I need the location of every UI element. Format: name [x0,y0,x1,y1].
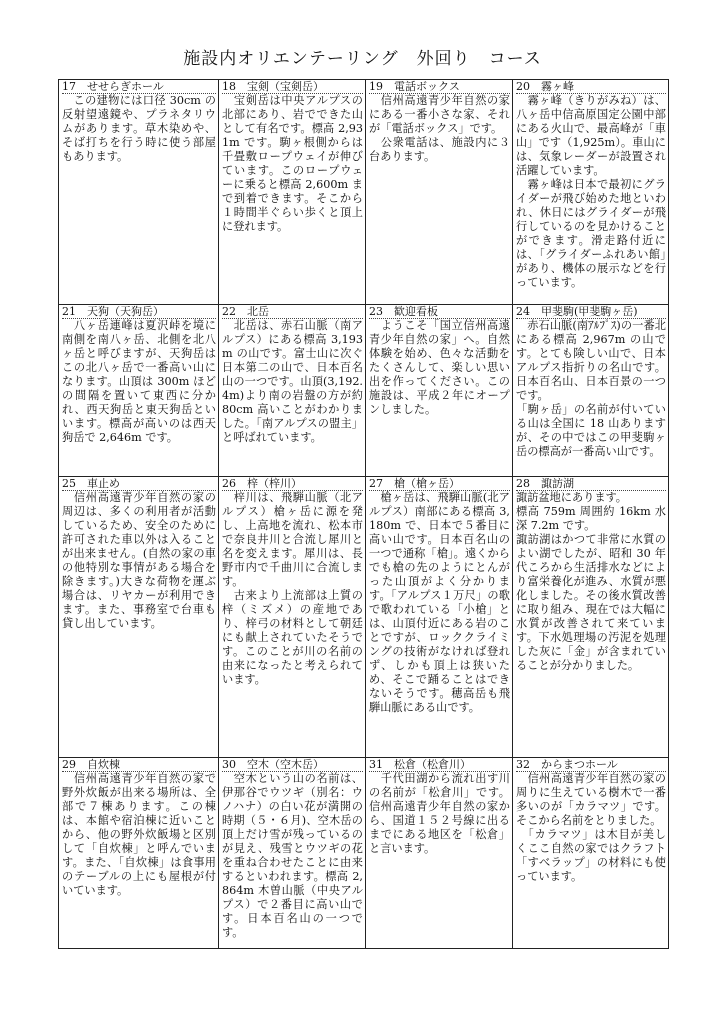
checkpoint-cell-27 [366,477,513,758]
checkpoint-title: 29 自炊棟 [62,758,216,772]
checkpoint-cell-30 [219,758,366,949]
checkpoint-text: 信州高遠青少年自然の家で野外炊飯が出来る場所は、全部で７棟あります。この棟は、本館や宿泊棟に近いことから、他の野外炊飯場と区別して「自炊棟」と呼んでいます。また、「自炊棟」は食事用のテーブルの上にも屋根が付いています。 [62,772,216,897]
checkpoint-cell-31 [366,758,513,949]
table-row [59,305,669,477]
checkpoint-cell-28 [513,477,669,758]
checkpoint-cell-20 [513,80,669,305]
checkpoint-text: 八ヶ岳連峰は夏沢峠を境に南側を南八ヶ岳、北側を北八ヶ岳と呼びますが、天狗岳はこの北八ヶ岳で一番高い山になります。山頂は 300m ほどの間隔を置いて東西に分かれ、西天狗岳と東天狗岳といいます。標高が高いのは西天狗岳で 2,646m です。 [62,319,216,444]
table-row [59,758,669,949]
checkpoint-title: 25 車止め [62,477,216,491]
checkpoint-text: 霧ヶ峰（きりがみね）は、八ヶ岳中信高原国定公園中部にある火山で、最高峰が「車山」です（1,925m）。車山には、気象レーダーが設置され活躍しています。 霧ヶ峰は日本で最初にグライダーが飛び始めた地といわれ、休日にはグライダーが飛行しているのを見かけることができます。滑走路付近には、「グライダーふれあい館」があり、機体の展示などを行っています。 [516,94,666,289]
checkpoint-title: 22 北岳 [222,305,363,319]
checkpoint-text: 赤石山脈(南ｱﾙﾌﾟｽ)の一番北にある標高 2,967m の山です。とても険しい山で、日本アルプス指折りの名山です。日本百名山、日本百景の一つです。 「駒ヶ岳」の名前が付いている山は全国に 18 山ありますが、その中ではこの甲斐駒ヶ岳の標高が一番高い山です。 [516,319,666,458]
checkpoint-title: 31 松倉（松倉川） [369,758,510,772]
checkpoint-cell-18 [219,80,366,305]
checkpoint-text: ようこそ「国立信州高遠青少年自然の家」へ。自然体験を始め、色々な活動をたくさんして、楽しい思い出を作ってください。この施設は、平成２年にオープンしました。 [369,319,510,416]
checkpoint-text: 信州高遠青少年自然の家の周辺は、多くの利用者が活動しているため、安全のために許可された車以外は入ることが出来ません。(自然の家の車の他特別な事情がある場合を除きます。)大きな荷物を運ぶ場合は、リヤカーが利用できます。また、事務室で台車も貸し出しています。 [62,491,216,630]
checkpoint-cell-23 [366,305,513,477]
checkpoint-cell-22 [219,305,366,477]
page-title: 施設内オリエンテーリング 外回り コース [183,49,542,69]
checkpoint-title: 21 天狗（天狗岳） [62,305,216,319]
checkpoint-cell-19 [366,80,513,305]
checkpoint-title: 26 梓（梓川） [222,477,363,491]
checkpoint-title: 30 空木（空木岳） [222,758,363,772]
checkpoint-text: 梓川は、飛騨山脈（北アルプス）槍ヶ岳に源を発し、上高地を流れ、松本市で奈良井川と合流し犀川と名を変えます。犀川は、長野市内で千曲川に合流します。 古来より上流部は上質の梓（ミズメ）の産地であり、梓弓の材料として朝廷にも献上されていたそうです。このことが川の名前の由来になったと考えられています。 [222,491,363,686]
checkpoint-text: 北岳は、赤石山脈（南アルプス）にある標高 3,193m の山です。富士山に次ぐ日本第二の山で、日本百名山の一つです。山頂(3,192.4m)より南の岩盤の方が約 80cm 高いことがわかりました。「南アルプスの盟主」と呼ばれています。 [222,319,363,444]
checkpoint-title: 19 電話ボックス [369,80,510,94]
checkpoint-title: 17 せせらぎホール [62,80,216,94]
checkpoint-text: 宝剣岳は中央アルプスの北部にあり、岩でできた山として有名です。標高 2,931m です。駒ヶ根側からは千畳敷ロープウェイが伸びています。このロープウェーに乗ると標高 2,600m まで到着できます。そこから１時間半ぐらい歩くと頂上に登れます。 [222,94,363,233]
checkpoint-cell-25 [59,477,219,758]
checkpoint-title: 24 甲斐駒(甲斐駒ヶ岳) [516,305,666,319]
checkpoint-cell-32 [513,758,669,949]
checkpoint-cell-21 [59,305,219,477]
checkpoint-cell-29 [59,758,219,949]
checkpoint-title: 18 宝剣（宝剣岳） [222,80,363,94]
table-row [59,80,669,305]
table-row [59,477,669,758]
checkpoint-title: 28 諏訪湖 [516,477,666,491]
course-table [58,79,669,949]
checkpoint-cell-24 [513,305,669,477]
checkpoint-title: 32 からまつホール [516,758,666,772]
checkpoint-text: 槍ヶ岳は、飛騨山脈(北アルプス）南部にある標高 3,180m で、日本で５番目に高い山です。日本百名山の一つで通称「槍」。遠くからでも槍の先のようにとんがった山頂がよく分かります。「アルプス１万尺」の歌で歌われている「小槍」とは、山頂付近にある岩のことですが、ロッククライミングの技術がなければ登れず、しかも頂上は狭いため、そこで踊ることはできないそうです。穂高岳も飛騨山脈にある山です。 [369,491,510,714]
checkpoint-cell-17 [59,80,219,305]
checkpoint-cell-26 [219,477,366,758]
checkpoint-title: 23 歓迎看板 [369,305,510,319]
checkpoint-text: 信州高遠青少年自然の家にある一番小さな家、それが「電話ボックス」です。 公衆電話は、施設内に３台あります。 [369,94,510,163]
checkpoint-title: 27 槍（槍ヶ岳） [369,477,510,491]
checkpoint-text: この建物には口径 30cm の反射望遠鏡や、プラネタリウムがあります。草木染めや、そば打ちを行う時に使う部屋もあります。 [62,94,216,163]
checkpoint-title: 20 霧ヶ峰 [516,80,666,94]
checkpoint-text: 諏訪盆地にあります。 標高 759m 周囲約 16km 水深 7.2m です。 諏訪湖はかつて非常に水質のよい湖でしたが、昭和 30 年代ころから生活排水などにより富栄養化が進み、水質が悪化しました。その後水質改善に取り組み、現在では大幅に水質が改善されて来ています。下水処理場の汚泥を処理した灰に「金」が含まれていることが分かりました。 [516,491,666,672]
checkpoint-text: 信州高遠青少年自然の家の周りに生えている樹木で一番多いのが「カラマツ」です。そこから名前をとりました。 「カラマツ」は木目が美しくここ自然の家ではクラフト「すべラップ」の材料にも使っています。 [516,772,666,883]
checkpoint-text: 空木という山の名前は、伊那谷でウツギ（別名：ウノハナ）の白い花が満開の時期（５・６月)、空木岳の頂上だけ雪が残っているのが見え、残雪とウツギの花を重ね合わせたことに由来するといわれます。標高 2,864m 木曽山脈（中央アルプス）で２番目に高い山です。日本百名山の一つです。 [222,772,363,939]
checkpoint-text: 千代田湖から流れ出す川の名前が「松倉川」です。信州高遠青少年自然の家から、国道１５２号線に出るまでにある地区を「松倉」と言います。 [369,772,510,855]
